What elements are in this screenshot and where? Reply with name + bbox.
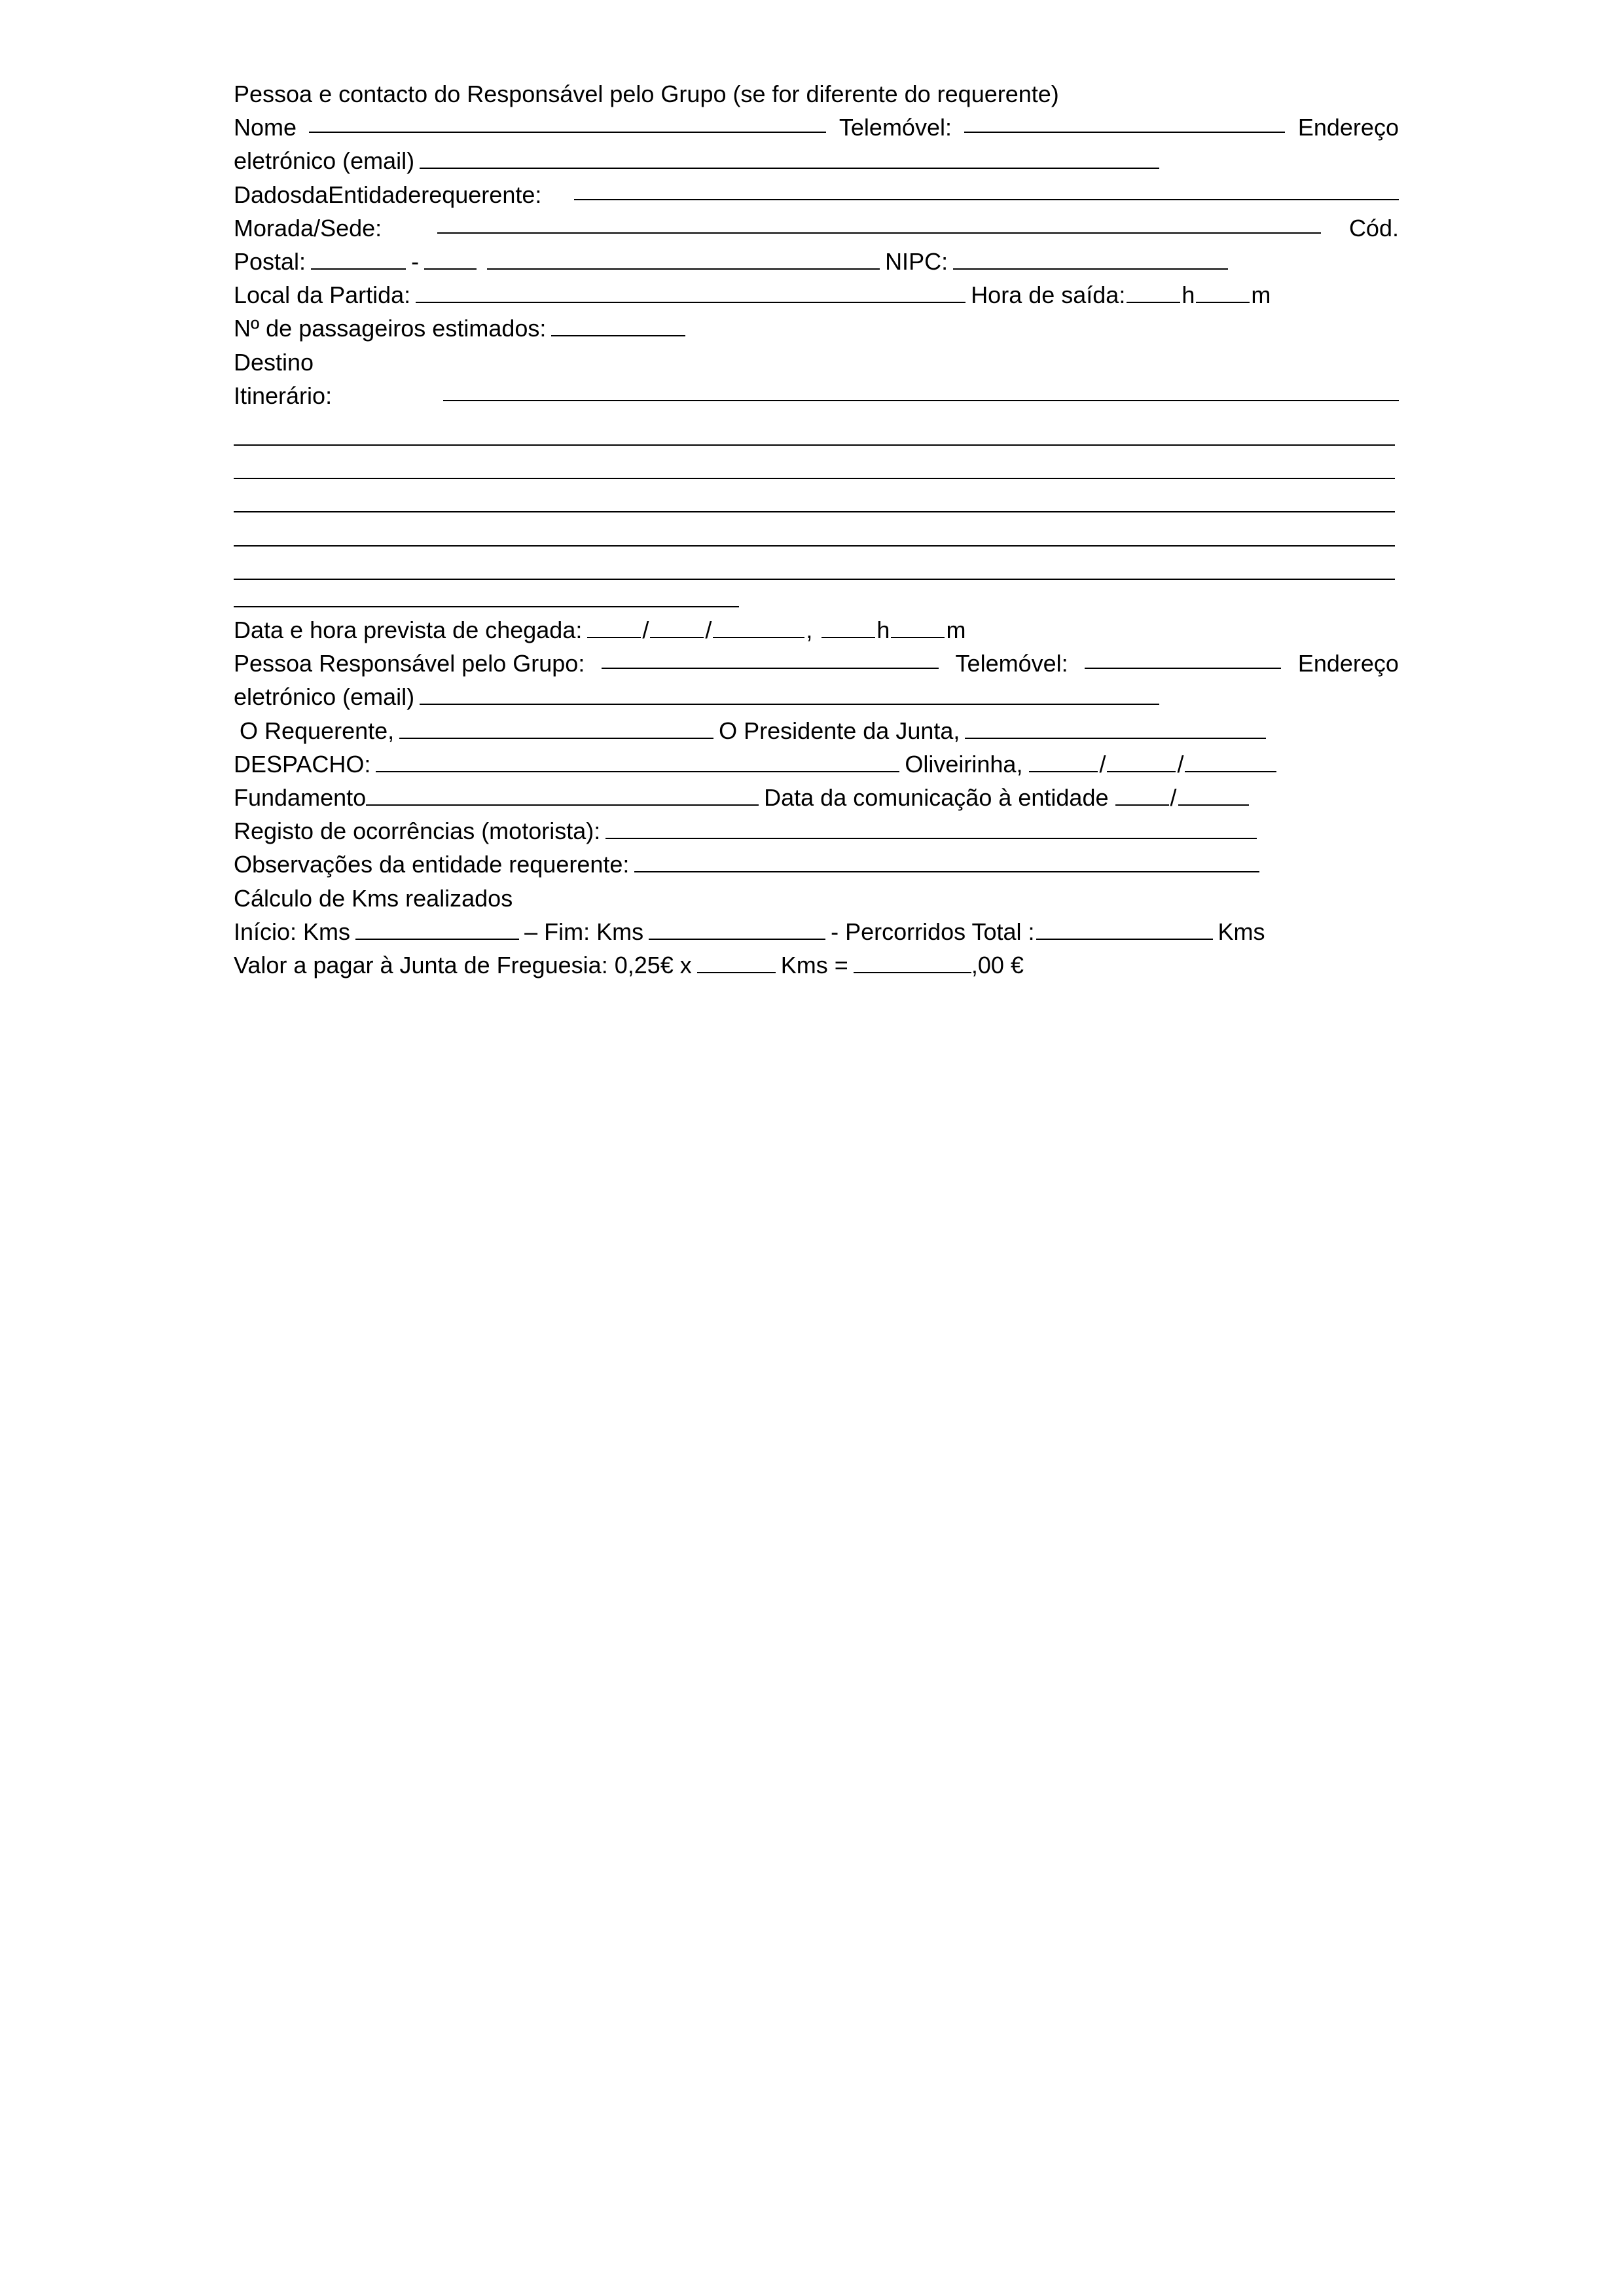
date-time-separator: , — [806, 617, 813, 643]
total-km-field[interactable] — [1036, 918, 1213, 940]
president-signature-field[interactable] — [965, 717, 1266, 739]
passengers-row — [234, 312, 1399, 345]
itinerary-line-6[interactable] — [234, 580, 739, 607]
nipc-field[interactable] — [953, 247, 1228, 270]
date-separator: / — [1099, 750, 1106, 778]
amount-row — [234, 948, 1399, 982]
itinerary-field[interactable] — [443, 379, 1399, 401]
dispatch-label: DESPACHO: — [234, 750, 371, 778]
mobile-field[interactable] — [964, 111, 1285, 133]
arrival-row — [234, 613, 1399, 647]
name-phone-row — [234, 111, 1399, 144]
amount-label: Valor a pagar à Junta de Freguesia: 0,25€ x — [234, 951, 692, 978]
applicant-label: O Requerente, — [240, 717, 395, 744]
itinerary-line-4[interactable] — [234, 512, 1395, 546]
entity-field[interactable] — [574, 178, 1399, 200]
departure-time-label: Hora de saída: — [971, 281, 1126, 309]
start-km-field[interactable] — [355, 918, 519, 940]
destination-label: Destino — [234, 348, 314, 376]
email-field[interactable] — [420, 147, 1159, 169]
arrival-hour-field[interactable] — [821, 616, 875, 638]
departure-row — [234, 278, 1399, 312]
amount-km-field[interactable] — [697, 951, 776, 973]
mobile-label: Telemóvel: — [955, 650, 1068, 677]
group-responsible-row — [234, 647, 1399, 680]
km-row — [234, 915, 1399, 948]
dispatch-field[interactable] — [376, 750, 899, 772]
amount-currency: ,00 € — [971, 951, 1024, 978]
departure-minute-field[interactable] — [1196, 281, 1250, 303]
grounds-label: Fundamento — [234, 783, 367, 811]
end-km-label: – Fim: Kms — [524, 918, 644, 945]
mobile-label: Telemóvel: — [839, 114, 952, 141]
amount-total-field[interactable] — [854, 951, 971, 973]
group-email-row — [234, 680, 1399, 713]
dispatch-row — [234, 747, 1399, 781]
address-row — [234, 211, 1399, 245]
entity-label-word3: Entidade — [328, 181, 422, 208]
arrival-day-field[interactable] — [587, 616, 641, 638]
grounds-row — [234, 781, 1399, 814]
occurrences-row — [234, 814, 1399, 848]
arrival-label: Data e hora prevista de chegada: — [234, 617, 583, 643]
email-label: eletrónico (email) — [234, 683, 415, 711]
hour-unit: h — [876, 617, 890, 643]
departure-hour-field[interactable] — [1127, 281, 1180, 303]
group-email-field[interactable] — [420, 683, 1159, 705]
end-km-field[interactable] — [649, 918, 825, 940]
minute-unit: m — [1251, 281, 1271, 309]
group-mobile-field[interactable] — [1085, 647, 1281, 669]
responsible-contact-heading — [234, 77, 1399, 111]
itinerary-line-3[interactable] — [234, 479, 1395, 512]
hour-unit: h — [1182, 281, 1195, 309]
occurrences-label: Registo de ocorrências (motorista): — [234, 817, 601, 845]
address-label: Endereço — [1297, 650, 1399, 677]
postal-dash: - — [411, 247, 420, 275]
communication-day-field[interactable] — [1115, 783, 1169, 806]
entity-data-row — [234, 178, 1399, 211]
date-separator: / — [705, 617, 712, 643]
itinerary-line-6-row — [234, 580, 1399, 613]
applicant-signature-field[interactable] — [399, 717, 713, 739]
postal-code-part1-field[interactable] — [311, 247, 406, 270]
email-label: eletrónico (email) — [234, 147, 415, 175]
dispatch-month-field[interactable] — [1107, 750, 1176, 772]
name-field[interactable] — [309, 111, 826, 133]
dispatch-day-field[interactable] — [1029, 750, 1098, 772]
group-responsible-label: Pessoa Responsável pelo Grupo: — [234, 650, 585, 677]
itinerary-line-2[interactable] — [234, 446, 1395, 479]
address-label: Endereço — [1297, 114, 1399, 141]
itinerary-line-1[interactable] — [234, 412, 1395, 446]
itinerary-row — [234, 379, 1399, 412]
itinerary-label: Itinerário: — [234, 382, 333, 409]
entity-label-word1: Dados — [234, 181, 302, 208]
occurrences-field[interactable] — [605, 817, 1257, 839]
grounds-field[interactable] — [366, 783, 759, 806]
group-responsible-field[interactable] — [602, 647, 939, 669]
nipc-label: NIPC: — [885, 247, 948, 275]
date-separator: / — [1177, 750, 1184, 778]
postal-nipc-row — [234, 245, 1399, 278]
departure-place-label: Local da Partida: — [234, 281, 411, 309]
observations-field[interactable] — [634, 850, 1259, 872]
destination-row — [234, 346, 1399, 379]
address-field[interactable] — [437, 211, 1321, 234]
address-seat-label: Morada/Sede: — [234, 214, 382, 242]
passengers-label: Nº de passageiros estimados: — [234, 315, 547, 342]
passengers-field[interactable] — [551, 314, 685, 336]
transport-request-form — [234, 77, 1399, 982]
entity-label-word4: requerente: — [421, 181, 542, 208]
entity-label-word2: da — [302, 181, 329, 208]
km-calculation-heading — [234, 882, 1399, 915]
postal-locality-field[interactable] — [487, 247, 880, 270]
itinerary-line-5[interactable] — [234, 547, 1395, 580]
start-km-label: Início: Kms — [234, 918, 351, 945]
arrival-year-field[interactable] — [713, 616, 804, 638]
departure-place-field[interactable] — [416, 281, 965, 303]
responsible-contact-label: Pessoa e contacto do Responsável pelo Grupo (se for diferente do requerente) — [234, 81, 1059, 107]
km-calculation-label: Cálculo de Kms realizados — [234, 884, 513, 912]
communication-month-field[interactable] — [1178, 783, 1249, 806]
date-separator: / — [642, 617, 649, 643]
km-unit: Kms — [1218, 918, 1265, 945]
arrival-minute-field[interactable] — [891, 616, 945, 638]
arrival-month-field[interactable] — [650, 616, 704, 638]
president-label: O Presidente da Junta, — [719, 717, 960, 744]
postal-label: Postal: — [234, 247, 306, 275]
km-equals-label: Kms = — [780, 951, 848, 978]
communication-date-label: Data da comunicação à entidade — [764, 783, 1109, 811]
postal-code-label-start: Cód. — [1348, 214, 1399, 242]
signatures-row — [234, 714, 1399, 747]
date-separator: / — [1170, 783, 1177, 811]
postal-code-part2-field[interactable] — [424, 247, 477, 270]
observations-row — [234, 848, 1399, 881]
email-row — [234, 144, 1399, 177]
oliveirinha-label: Oliveirinha, — [905, 750, 1023, 778]
dispatch-year-field[interactable] — [1185, 750, 1276, 772]
total-km-label: - Percorridos Total : — [831, 918, 1035, 945]
minute-unit: m — [946, 617, 966, 643]
name-label: Nome — [234, 114, 297, 141]
observations-label: Observações da entidade requerente: — [234, 851, 630, 878]
